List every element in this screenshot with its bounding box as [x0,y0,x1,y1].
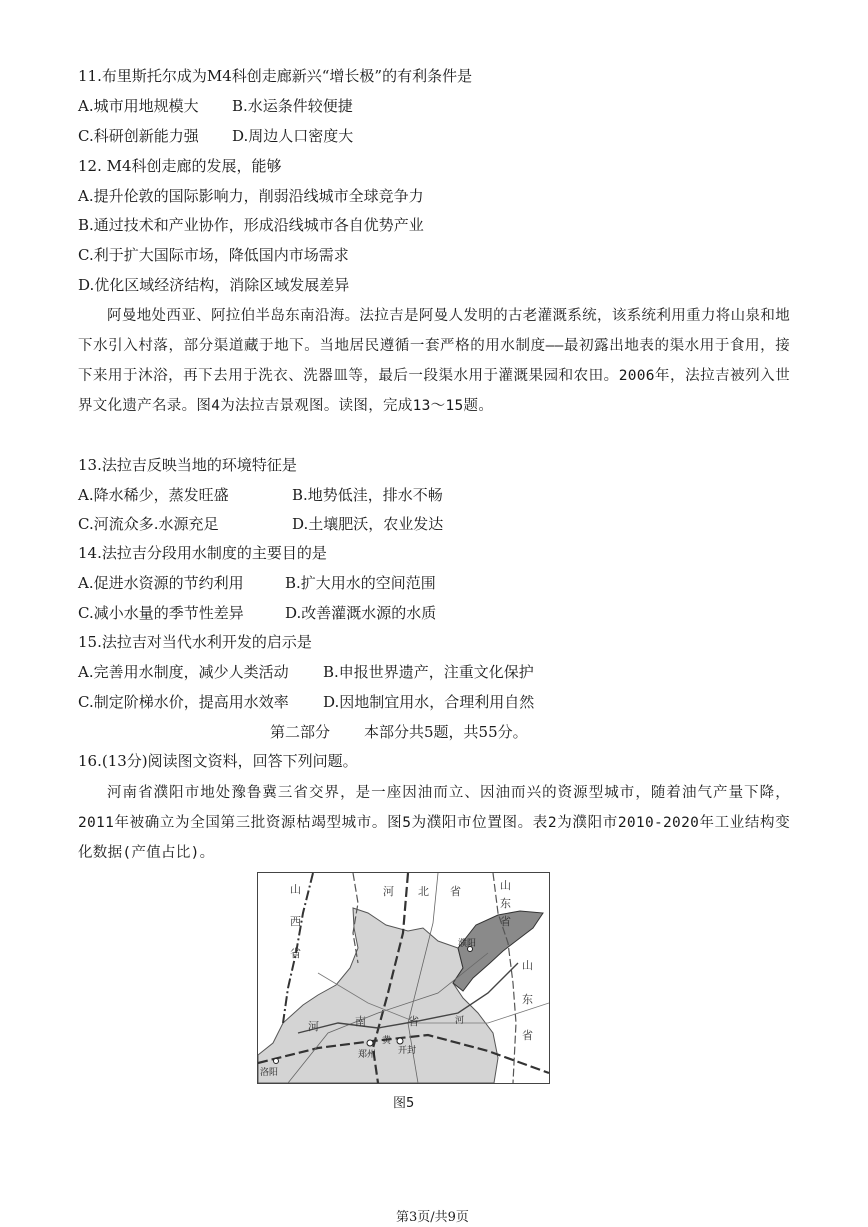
label-shanxi-1: 山 [290,883,301,896]
map-svg [258,873,549,1083]
puyang-location-map [257,872,550,1084]
label-shandong-a2: 东 [500,897,511,910]
page-footer: 第3页/共9页 [396,1210,469,1225]
label-luoyang: 洛阳 [260,1068,279,1078]
label-kaifeng: 开封 [398,1046,417,1056]
puyang-region [453,911,543,991]
q15-option-c: C.制定阶梯水价，提高用水效率 [78,693,289,711]
label-shandong-b3: 省 [522,1029,533,1042]
figure-5-caption: 图5 [393,1096,415,1111]
q14-option-d: D.改善灌溉水源的水质 [285,604,437,622]
q13-option-a: A.降水稀少，蒸发旺盛 [78,486,229,504]
label-zhengzhou: 郑州 [358,1050,377,1060]
label-shandong-b2: 东 [522,993,533,1006]
city-luoyang-marker [274,1059,279,1064]
label-puyang: 濮阳 [458,939,477,949]
q11-option-b: B.水运条件较便捷 [232,97,353,115]
city-zhengzhou-marker [367,1040,373,1046]
q12-option-a: A.提升伦敦的国际影响力，削弱沿线城市全球竞争力 [78,187,424,205]
label-henan-1: 河 [308,1020,319,1033]
q13-option-c: C.河流众多.水源充足 [78,515,219,533]
label-hebei-1: 河 [383,885,394,898]
label-shandong-a3: 省 [500,915,511,928]
q16-stem: 16.(13分)阅读图文资料，回答下列问题。 [78,752,358,770]
q13-option-b: B.地势低洼，排水不畅 [292,486,443,504]
q12-option-c: C.利于扩大国际市场，降低国内市场需求 [78,246,349,264]
q12-stem: 12. M4科创走廊的发展，能够 [78,157,282,175]
passage-oman: 阿曼地处西亚、阿拉伯半岛东南沿海。法拉吉是阿曼人发明的古老灌溉系统，该系统利用重力将山泉和地下水引入村落，部分渠道藏于地下。当地居民遵循一套严格的用水制度——最初露出地表的渠水用于食用，接下来用于沐浴，再下去用于洗衣、洗器皿等，最后一段渠水用于灌溉果园和农田。2006年，法拉吉被列入世界文化遗产名录。图4为法拉吉景观图。读图，完成13～15题。 [78,308,790,414]
q14-option-a: A.促进水资源的节约利用 [78,574,244,592]
city-kaifeng-marker [397,1038,403,1044]
section-2-title: 第二部分 [270,723,331,741]
q12-option-d: D.优化区域经济结构，消除区域发展差异 [78,276,350,294]
q13-option-d: D.土壤肥沃，农业发达 [292,515,444,533]
q11-option-d: D.周边人口密度大 [232,127,354,145]
label-shanxi-2: 西 [290,915,301,928]
henan-region [258,908,498,1083]
q11-option-a: A.城市用地规模大 [78,97,199,115]
label-hebei-2: 北 [418,885,429,898]
label-shanxi-3: 省 [290,947,301,960]
q13-stem: 13.法拉吉反映当地的环境特征是 [78,456,297,474]
q14-option-b: B.扩大用水的空间范围 [285,574,436,592]
label-henan-2: 南 [355,1015,366,1028]
q12-option-b: B.通过技术和产业协作，形成沿线城市各自优势产业 [78,216,424,234]
label-henan-3: 省 [408,1015,419,1028]
q15-option-d: D.因地制宜用水，合理利用自然 [323,693,535,711]
label-shandong-b1: 山 [522,959,533,972]
label-river-huang: 黄 [382,1036,392,1046]
q14-stem: 14.法拉吉分段用水制度的主要目的是 [78,544,327,562]
passage-puyang: 河南省濮阳市地处豫鲁冀三省交界，是一座因油而立、因油而兴的资源型城市，随着油气产量下降，2011年被确立为全国第三批资源枯竭型城市。图5为濮阳市位置图。表2为濮阳市2010-2020年工业结构变化数据(产值占比)。 [78,785,790,861]
q14-option-c: C.减小水量的季节性差异 [78,604,244,622]
section-2-desc: 本部分共5题，共55分。 [364,723,528,741]
q11-stem: 11.布里斯托尔成为M4科创走廊新兴“增长极”的有利条件是 [78,67,473,85]
q15-option-b: B.申报世界遗产，注重文化保护 [323,663,534,681]
label-river-he: 河 [455,1016,465,1026]
q15-stem: 15.法拉吉对当代水利开发的启示是 [78,633,312,651]
section-2-heading [270,722,528,742]
label-hebei-3: 省 [450,885,461,898]
q11-option-c: C.科研创新能力强 [78,127,199,145]
q15-option-a: A.完善用水制度，减少人类活动 [78,663,289,681]
label-shandong-a1: 山 [500,879,511,892]
